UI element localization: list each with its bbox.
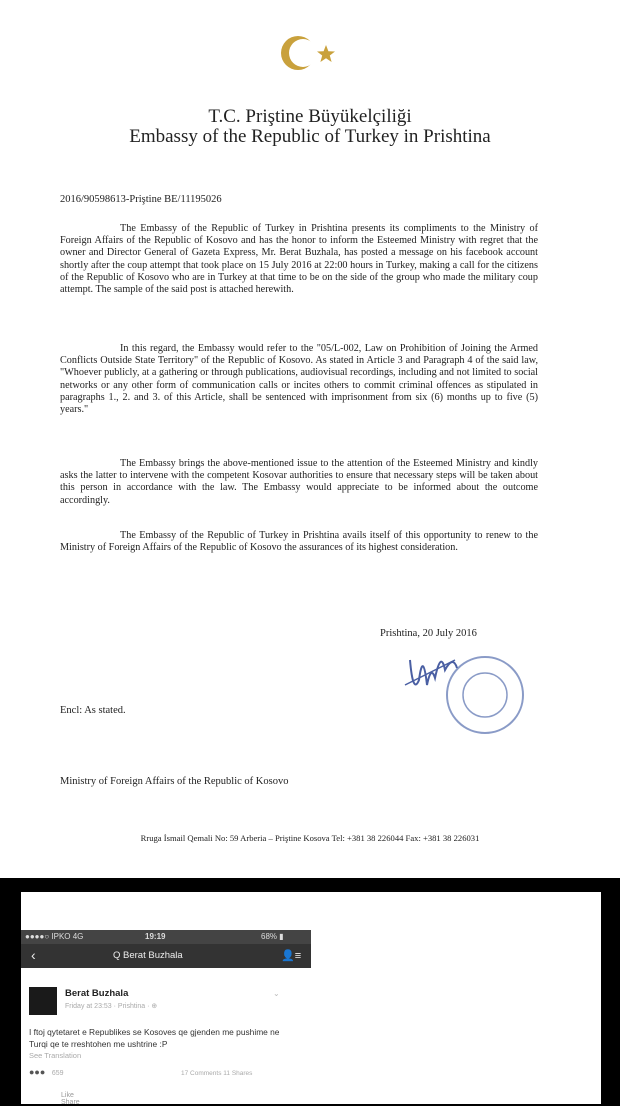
reference-number: 2016/90598613-Priştine BE/11195026: [60, 194, 222, 205]
signature-stamp: [395, 640, 535, 750]
carrier: ●●●●○ IPKO 4G: [25, 932, 84, 941]
search-bar[interactable]: Q Berat Buzhala: [113, 950, 183, 961]
status-bar: [21, 930, 311, 944]
paragraph-2: In this regard, the Embassy would refer to the "05/L-002, Law on Prohibition of Joining the Armed Conflicts Outside State Territory" of the Republic of Kosovo. As stated in Article 3 and Paragraph 4 of the said law, "Whoever publicly, at a gathering or through publications, audiovisual recordings, including and not limited to social networks or any other form of communication calls or incites others to commit criminal offences as stipulated in paragraphs 1., 2. and 3. of this Article, shall be sentenced with imprisonment from six (6) months up to five (5) years.": [60, 343, 538, 416]
recipient: Ministry of Foreign Affairs of the Republic of Kosovo: [60, 776, 289, 787]
paragraph-3: The Embassy brings the above-mentioned issue to the attention of the Esteemed Ministry and kindly asks the latter to intervene with the competent Kosovar authorities to ensure that necessary steps will be taken about this person in accordance with the law. The Embassy would appreciate to be informed about the outcome accordingly.: [60, 458, 538, 506]
paragraph-1: The Embassy of the Republic of Turkey in Prishtina presents its compliments to the Ministry of Foreign Affairs of the Republic of Kosovo and has the honor to inform the Esteemed Ministry with regret that the owner and Director General of Gazeta Express, Mr. Berat Buzhala, has posted a message on his facebook account shortly after the coup attempt that took place on 15 July 2016 at 22:00 hours in Turkey, making a call for the citizens of the Republic of Kosovo who are in Turkey at that time to be on the side of the group who made the military coup attempt. The sample of the said post is attached herewith.: [60, 223, 538, 296]
post-text: I ftoj qytetaret e Republikes se Kosoves qe gjenden me pushime ne Turqi qe te rreshtohen me ushtrine :P: [29, 1027, 280, 1049]
chevron-down-icon[interactable]: ⌄: [273, 989, 280, 998]
reaction-icons: ●●●: [29, 1067, 46, 1077]
footer-address: Rruga İsmail Qemali No: 59 Arberia – Priştine Kosova Tel: +381 38 226044 Fax: +381 38 226031: [140, 833, 480, 843]
title-english: Embassy of the Republic of Turkey in Prishtina: [129, 126, 491, 147]
crescent-star-icon: [268, 28, 348, 78]
share-button[interactable]: Share: [61, 1099, 80, 1106]
enclosure: Encl: As stated.: [60, 705, 126, 716]
app-nav-bar: [21, 944, 311, 968]
battery: 68% ▮: [261, 932, 284, 941]
see-translation-link[interactable]: See Translation: [29, 1051, 82, 1060]
reactions[interactable]: [29, 1067, 64, 1077]
avatar[interactable]: [29, 987, 57, 1015]
post-author[interactable]: Berat Buzhala: [65, 988, 129, 999]
place-date: Prishtina, 20 July 2016: [380, 628, 477, 639]
post-meta: Friday at 23:53 · Prishtina · ⊕: [65, 1003, 158, 1010]
reaction-count: 659: [51, 1070, 64, 1077]
title-turkish: T.C. Priştine Büyükelçiliği: [208, 106, 412, 127]
clock: 19:19: [145, 932, 166, 941]
facebook-post-screenshot: [21, 892, 601, 1104]
like-button[interactable]: Like: [61, 1092, 74, 1099]
comments-shares[interactable]: 17 Comments 11 Shares: [181, 1070, 253, 1077]
back-icon[interactable]: ‹: [31, 947, 36, 963]
paragraph-4: The Embassy of the Republic of Turkey in Prishtina avails itself of this opportunity to renew to the Ministry of Foreign Affairs of the Republic of Kosovo the assurances of its highest consideration.: [60, 530, 538, 554]
friend-request-icon[interactable]: 👤≡: [281, 950, 302, 962]
